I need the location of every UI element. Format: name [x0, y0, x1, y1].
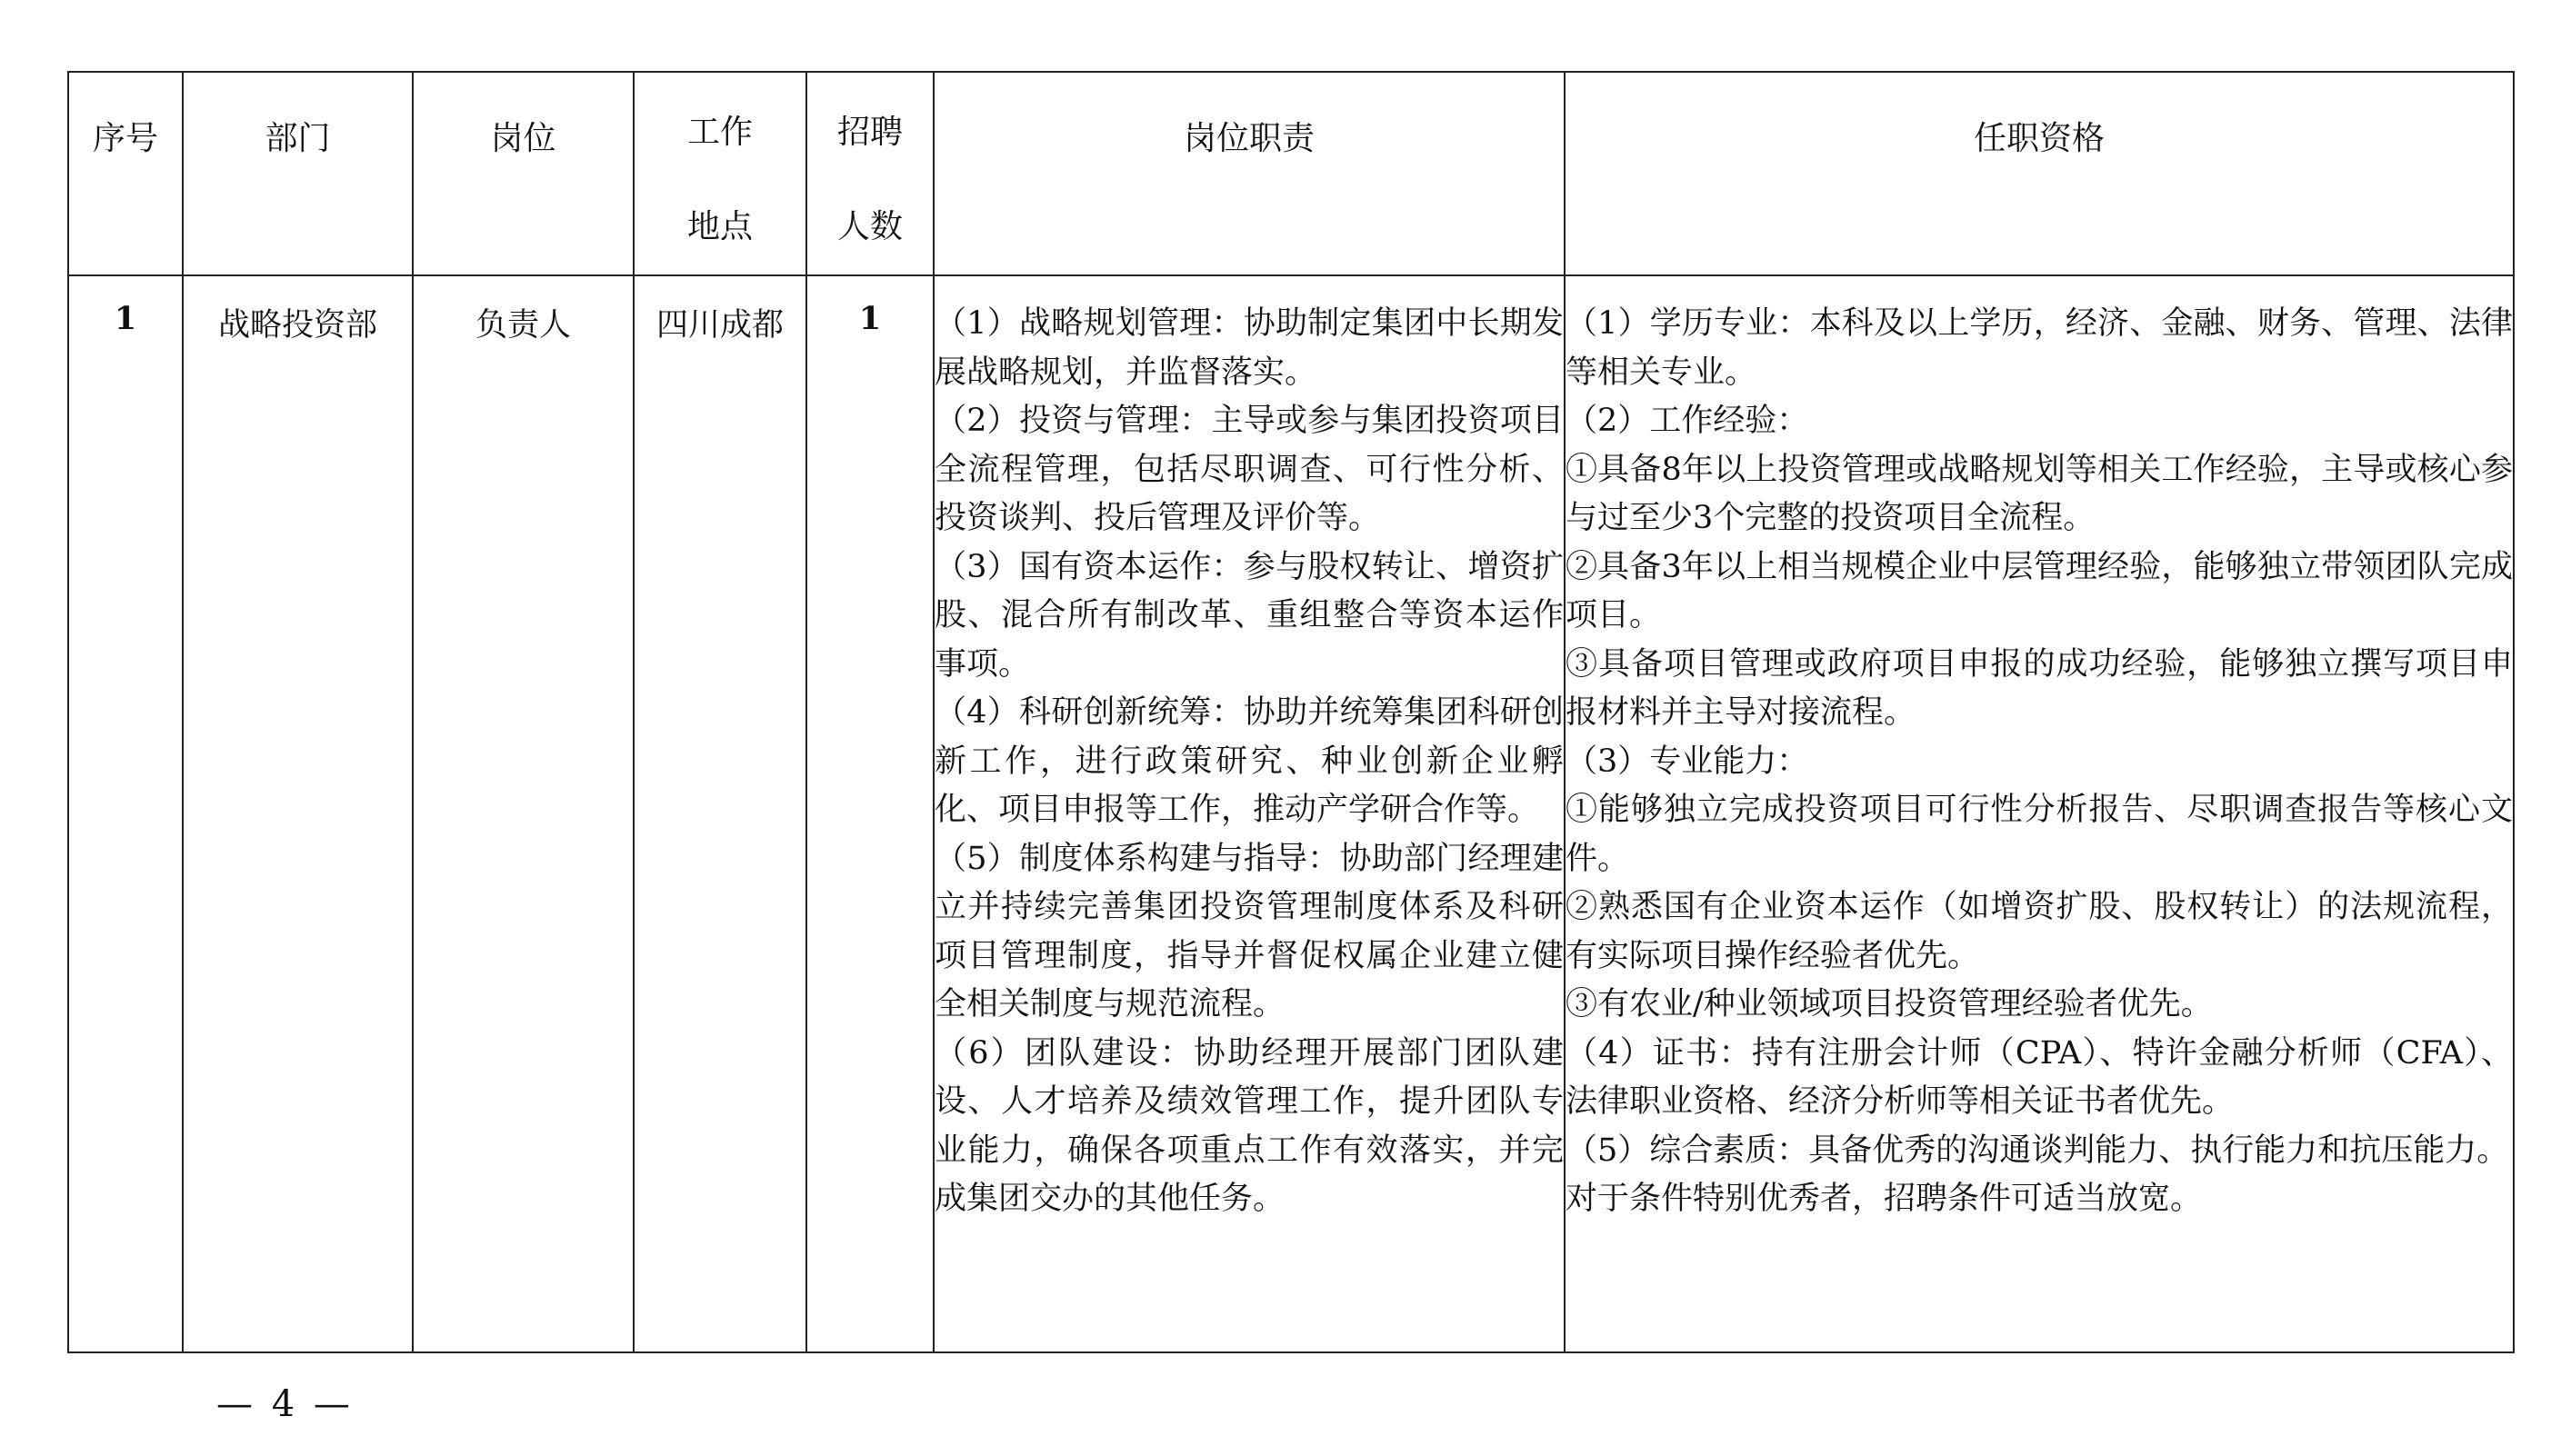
header-location-line2: 地点 [686, 208, 753, 245]
header-no: 序号 [68, 72, 183, 275]
cell-headcount: 1 [806, 275, 934, 1352]
duty-item: （2）投资与管理：主导或参与集团投资项目全流程管理，包括尽职调查、可行性分析、投资谈判、投后管理及评价等。 [935, 403, 1564, 536]
duty-item: （5）制度体系构建与指导：协助部门经理建立并持续完善集团投资管理制度体系及科研项目管理制度，指导并督促权属企业建立健全相关制度与规范流程。 [935, 840, 1564, 1022]
header-headcount-line2: 人数 [836, 208, 903, 245]
cell-no: 1 [68, 275, 183, 1352]
qualification-item: ①能够独立完成投资项目可行性分析报告、尽职调查报告等核心文件。 [1566, 792, 2513, 877]
qualification-item: ②具备3年以上相当规模企业中层管理经验，能够独立带领团队完成项目。 [1566, 548, 2513, 633]
qualification-item: （5）综合素质：具备优秀的沟通谈判能力、执行能力和抗压能力。 [1566, 1132, 2509, 1169]
qualification-item: 对于条件特别优秀者，招聘条件可适当放宽。 [1566, 1181, 2203, 1217]
cell-position: 负责人 [413, 275, 634, 1352]
header-position: 岗位 [413, 72, 634, 275]
qualification-item: ③具备项目管理或政府项目申报的成功经验，能够独立撰写项目申报材料并主导对接流程。 [1566, 645, 2513, 731]
header-location [634, 72, 806, 275]
cell-department: 战略投资部 [183, 275, 413, 1352]
table-row [68, 275, 2514, 1352]
qualification-item: （1）学历专业：本科及以上学历，经济、金融、财务、管理、法律等相关专业。 [1566, 305, 2513, 391]
table-header-row [68, 72, 2514, 275]
header-qualifications: 任职资格 [1565, 72, 2514, 275]
duty-item: （3）国有资本运作：参与股权转让、增资扩股、混合所有制改革、重组整合等资本运作事项。 [935, 548, 1564, 683]
recruitment-table [67, 71, 2515, 1353]
qualification-item: ①具备8年以上投资管理或战略规划等相关工作经验，主导或核心参与过至少3个完整的投资项目全流程。 [1566, 451, 2513, 536]
duty-item: （4）科研创新统筹：协助并统筹集团科研创新工作，进行政策研究、种业创新企业孵化、项目申报等工作，推动产学研合作等。 [935, 694, 1564, 828]
duty-item: （6）团队建设：协助经理开展部门团队建设、人才培养及绩效管理工作，提升团队专业能力，确保各项重点工作有效落实，并完成集团交办的其他任务。 [935, 1034, 1564, 1217]
header-department: 部门 [183, 72, 413, 275]
qualification-item: （2）工作经验： [1566, 403, 1809, 439]
cell-location: 四川成都 [634, 275, 806, 1352]
cell-duties [934, 275, 1565, 1352]
header-location-line1: 工作 [686, 114, 753, 151]
qualification-item: （3）专业能力： [1566, 743, 1809, 780]
duty-item: （1）战略规划管理：协助制定集团中长期发展战略规划，并监督落实。 [935, 305, 1564, 391]
qualification-item: ②熟悉国有企业资本运作（如增资扩股、股权转让）的法规流程，有实际项目操作经验者优先。 [1566, 889, 2513, 974]
header-headcount-line1: 招聘 [836, 114, 903, 151]
header-headcount [806, 72, 934, 275]
cell-qualifications [1565, 275, 2514, 1352]
header-duties: 岗位职责 [934, 72, 1565, 275]
page-number: — 4 — [216, 1383, 354, 1425]
qualification-item: ③有农业/种业领域项目投资管理经验者优先。 [1566, 986, 2213, 1022]
qualification-item: （4）证书：持有注册会计师（CPA）、特许金融分析师（CFA）、法律职业资格、经济分析师等相关证书者优先。 [1566, 1034, 2513, 1120]
